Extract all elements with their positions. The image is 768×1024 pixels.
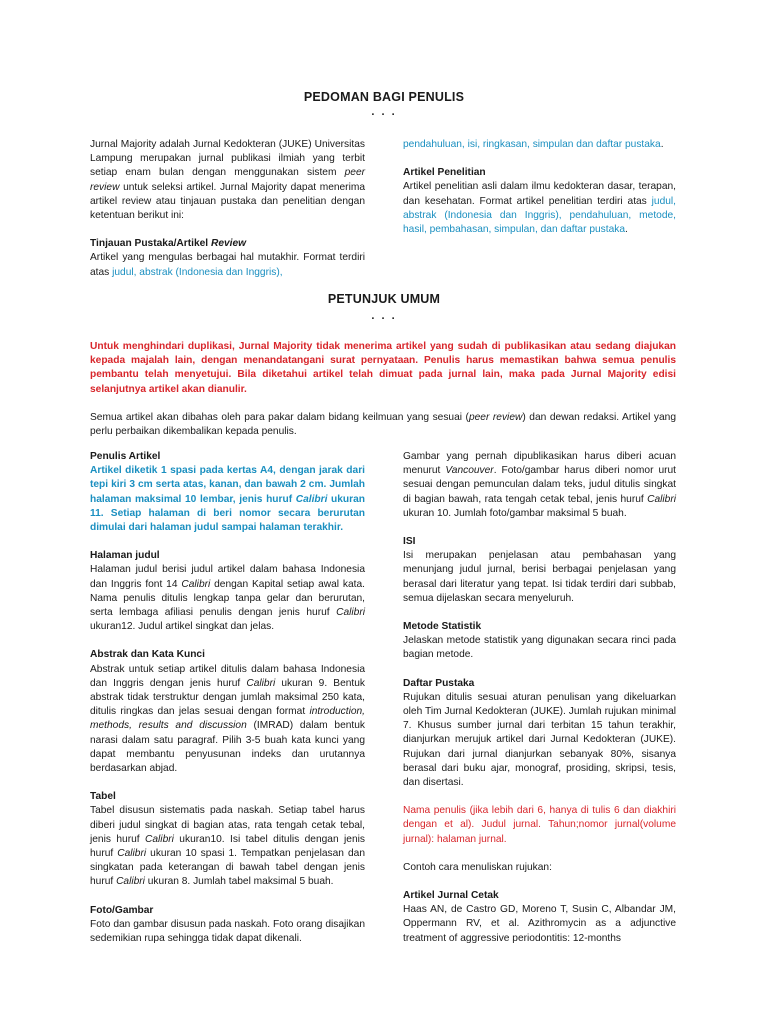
halaman-judul-text: Halaman judul berisi judul artikel dalam bahasa Indonesia dan Inggris font 14 Calibri dengan Kapital setiap awal kata. Nama penulis ditulis lengkap tanpa gelar dan berurutan, serta lembaga afiliasi penulis dengan jenis huruf Calibri ukuran12. Judul artikel singkat dan jelas.: [90, 564, 365, 633]
penelitian-heading: Artikel Penelitian: [403, 167, 486, 179]
penulis-text: Artikel diketik 1 spasi pada kertas A4, dengan jarak dari tepi kiri 3 cm serta atas, kanan, dan bawah 2 cm. Jumlah halaman maksimal 10 lembar, jenis huruf Calibri ukuran 11. Setiap halaman di beri nomor secara berurutan dimulai dari halaman judul sampai halaman terakhir.: [90, 465, 366, 534]
tinjauan-heading: Tinjauan Pustaka/Artikel Review: [90, 238, 247, 250]
contoh-label: Contoh cara menuliskan rujukan:: [403, 861, 552, 873]
section-dots: . . .: [371, 310, 397, 322]
abstrak-heading: Abstrak dan Kata Kunci: [90, 649, 205, 661]
daftar-heading: Daftar Pustaka: [403, 677, 475, 689]
intro-paragraph: Jurnal Majority adalah Jurnal Kedokteran (JUKE) Universitas Lampung merupakan jurnal publikasi ilmiah yang terbit setiap enam bulan dengan menggunakan sistem peer review untuk seleksi artikel. Jurnal Majority dapat menerima artikel review atau tinjauan pustaka dan penelitian dengan ketentuan berikut ini:: [90, 139, 365, 222]
isi-heading: ISI: [403, 536, 416, 548]
guidelines-column-right: [403, 450, 676, 946]
cetak-text: Haas AN, de Castro GD, Moreno T, Susin C, Albandar JM, Oppermann RV, et al. Azithromycin as a adjunctive treatment of aggressive periodontitis: 12-months: [403, 904, 676, 944]
cetak-heading: Artikel Jurnal Cetak: [403, 890, 499, 902]
foto-heading: Foto/Gambar: [90, 904, 154, 916]
tinjauan-continued: pendahuluan, isi, ringkasan, simpulan dan daftar pustaka.: [403, 139, 664, 150]
review-note: Semua artikel akan dibahas oleh para pakar dalam bidang keilmuan yang sesuai (peer review) dan dewan redaksi. Artikel yang perlu perbaikan dikembalikan kepada penulis.: [90, 411, 676, 438]
intro-column-right: [403, 138, 676, 237]
daftar-text: Rujukan ditulis sesuai aturan penulisan yang dikeluarkan oleh Tim Jurnal Kedokteran (JUKE). Jumlah rujukan minimal 7. Khusus sumber jurnal dari terbitan 15 tahun terakhir, dianjurkan merujuk artikel dari Jurnal Kedokteran (JUKE). Rujukan dari jurnal dianjurkan sebanyak 80%, sisanya berasal dari buku ajar, monograf, prosiding, skripsi, tesis, dan disertasi.: [403, 691, 676, 789]
metode-heading: Metode Statistik: [403, 621, 482, 633]
foto-text: Foto dan gambar disusun pada naskah. Foto orang disajikan sedemikian rupa sehingga tidak dapat dikenali.: [90, 918, 365, 945]
penulis-heading: Penulis Artikel: [90, 451, 161, 462]
warning-paragraph: Untuk menghindari duplikasi, Jurnal Majority tidak menerima artikel yang sudah di publikasikan atau sedang diajukan kepada majalah lain, dengan menandatangani surat pernyataan. Penulis harus memastikan bahwa semua penulis pembantu telah menyetujui. Bila diketahui artikel telah dimuat pada jurnal lain, maka pada Jurnal Majority edisi selanjutnya artikel akan dianulir.: [90, 341, 676, 395]
foto-text-continued: Gambar yang pernah dipublikasikan harus diberi acuan menurut Vancouver. Foto/gambar harus diberi nomor urut sesuai dengan pemunculan dalam teks, judul ditulis singkat di bagian bawah, rata tengah cetak tebal, jenis huruf Calibri ukuran 10. Jumlah foto/gambar maksimal 5 buah.: [403, 451, 677, 519]
section-title-petunjuk: PETUNJUK UMUM: [327, 292, 441, 306]
tinjauan-text: Artikel yang mengulas berbagai hal mutakhir. Format terdiri atas judul, abstrak (Indonesia dan Inggris),: [90, 252, 365, 278]
tabel-heading: Tabel: [90, 791, 116, 803]
metode-text: Jelaskan metode statistik yang digunakan secara rinci pada bagian metode.: [403, 635, 676, 661]
general-notes: [90, 340, 676, 439]
reference-format: Nama penulis (jika lebih dari 6, hanya di tulis 6 dan diakhiri dengan et al). Judul jurnal. Tahun;nomor jurnal(volume jurnal): halaman jurnal.: [403, 805, 676, 845]
intro-column-left: [90, 138, 365, 280]
guidelines-column-left: [90, 450, 365, 946]
penelitian-text: Artikel penelitian asli dalam ilmu kedokteran dasar, terapan, dan kesehatan. Format artikel penelitian terdiri atas judul, abstrak (Indonesia dan Inggris), pendahuluan, metode, hasil, pembahasan, simpulan, dan daftar pustaka.: [403, 181, 676, 236]
page-title: PEDOMAN BAGI PENULIS: [303, 90, 465, 104]
abstrak-text: Abstrak untuk setiap artikel ditulis dalam bahasa Indonesia dan Inggris dengan jenis huruf Calibri ukuran 9. Bentuk abstrak tidak terstruktur dengan jumlah maksimal 250 kata, ditulis ringkas dan jelas sesuai dengan format introduction, methods, results and discussion (IMRAD) dalam bentuk narasi dalam satu paragraf. Pilih 3-5 buah kata kunci yang dapat membantu penyusunan indeks dan urutannya berdasarkan abjad.: [90, 663, 365, 775]
halaman-judul-heading: Halaman judul: [90, 550, 160, 562]
isi-text: Isi merupakan penjelasan atau pembahasan yang menunjang judul jurnal, berisi berbagai penjelasan yang berasal dari literatur yang tepat. Isi tidak terdiri dari subbab, semua dijelaskan secara menyeluruh.: [403, 550, 676, 604]
title-dots: . . .: [371, 106, 397, 118]
tabel-text: Tabel disusun sistematis pada naskah. Setiap tabel harus diberi judul singkat di bagian atas, rata tengah cetak tebal, jenis huruf Calibri ukuran10. Isi tabel ditulis dengan jenis huruf Calibri ukuran 10 spasi 1. Tempatkan penjelasan dan singkatan pada keterangan di bawah tabel dengan jenis huruf Calibri ukuran 8. Jumlah tabel maksimal 5 buah.: [90, 805, 365, 888]
